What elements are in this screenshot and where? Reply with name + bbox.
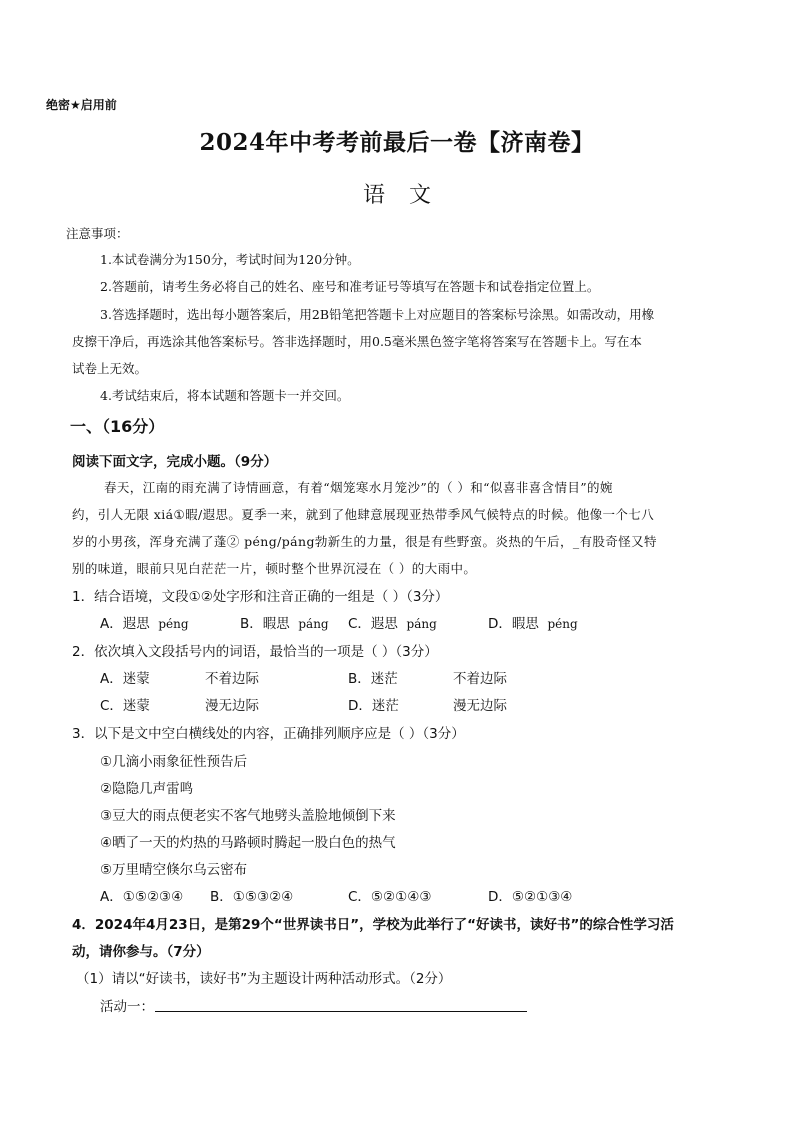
note-item: 3.答选择题时，选出每小题答案后，用2B铅笔把答题卡上对应题目的答案标号涂黑。如需改动，用橡 <box>100 307 655 322</box>
q3-option-a: A．①⑤②③④ <box>100 889 184 905</box>
question-4-sub1: （1）请以“好读书，读好书”为主题设计两种活动形式。（2分） <box>76 971 452 987</box>
q1-option-a: A．遐思 péng <box>100 616 189 632</box>
notes-heading: 注意事项： <box>66 226 129 241</box>
activity-1-label: 活动一： <box>100 999 154 1015</box>
passage-line: 岁的小男孩，浑身充满了蓬② péng/páng勃新生的力量，很是有些野蛮。炎热的午后，_有股奇怪又特 <box>72 534 657 549</box>
q3-option-c: C．⑤②①④③ <box>348 889 432 905</box>
question-4-stem-line2: 动，请你参与。（7分） <box>72 944 210 960</box>
question-1-stem: 1．结合语境，文段①②处字形和注音正确的一组是（ ）（3分） <box>72 589 449 605</box>
note-item: 2.答题前，请考生务必将自己的姓名、座号和准考证号等填写在答题卡和试卷指定位置上。 <box>100 279 600 294</box>
question-3-stem: 3．以下是文中空白横线处的内容，正确排列顺序应是（ ）（3分） <box>72 726 465 742</box>
q3-option-b: B．①⑤③②④ <box>210 889 294 905</box>
note-item: 试卷上无效。 <box>72 361 148 376</box>
question-2-stem: 2．依次填入文段括号内的词语，最恰当的一项是（ ）（3分） <box>72 644 438 660</box>
q3-item: ⑤万里晴空倏尔乌云密布 <box>100 862 248 878</box>
exam-title: 2024年中考考前最后一卷【济南卷】 <box>199 129 595 156</box>
q2-option-a-word: 不着边际 <box>205 671 259 687</box>
answer-line <box>155 1011 527 1012</box>
note-item: 4.考试结束后，将本试题和答题卡一并交回。 <box>100 388 350 403</box>
q3-option-d: D．⑤②①③④ <box>488 889 573 905</box>
reading-instruction: 阅读下面文字，完成小题。（9分） <box>72 454 278 470</box>
q1-option-b: B．暇思 páng <box>240 616 329 632</box>
q3-item: ②隐隐几声雷鸣 <box>100 781 194 797</box>
q2-option-d-word: 漫无边际 <box>453 698 507 714</box>
note-item: 1.本试卷满分为150分，考试时间为120分钟。 <box>100 252 360 267</box>
q3-item: ①几滴小雨象征性预告后 <box>100 754 248 770</box>
q2-option-a-label: A．迷蒙 <box>100 671 150 687</box>
q1-option-c: C．遐思 páng <box>348 616 437 632</box>
q2-option-c-label: C．迷蒙 <box>100 698 150 714</box>
confidential-label: 绝密★启用前 <box>46 98 117 112</box>
q3-item: ③豆大的雨点便老实不客气地劈头盖脸地倾倒下来 <box>100 808 396 824</box>
q2-option-b-label: B．迷茫 <box>348 671 398 687</box>
passage-line: 别的味道，眼前只见白茫茫一片，顿时整个世界沉浸在（ ）的大雨中。 <box>72 561 477 576</box>
question-4-stem-line1: 4．2024年4月23日，是第29个“世界读书日”，学校为此举行了“好读书，读好书”的综合性学习活 <box>72 917 674 933</box>
subject-title: 语文 <box>362 183 455 208</box>
passage-line: 春天，江南的雨充满了诗情画意，有着“烟笼寒水月笼沙”的（ ）和“似喜非喜含情目”的婉 <box>104 480 613 495</box>
q3-item: ④晒了一天的灼热的马路顿时腾起一股白色的热气 <box>100 835 396 851</box>
q1-option-d: D．暇思 péng <box>488 616 578 632</box>
q2-option-c-word: 漫无边际 <box>205 698 259 714</box>
section-heading: 一、（16分） <box>70 417 165 436</box>
passage-line: 约，引人无限 xiá①暇/遐思。夏季一来，就到了他肆意展现亚热带季风气候特点的时候。他像一个七八 <box>72 507 655 522</box>
q2-option-d-label: D．迷茫 <box>348 698 399 714</box>
q2-option-b-word: 不着边际 <box>453 671 507 687</box>
note-item: 皮擦干净后，再选涂其他答案标号。答非选择题时，用0.5毫米黑色签字笔将答案写在答题卡上。写在本 <box>72 334 642 349</box>
